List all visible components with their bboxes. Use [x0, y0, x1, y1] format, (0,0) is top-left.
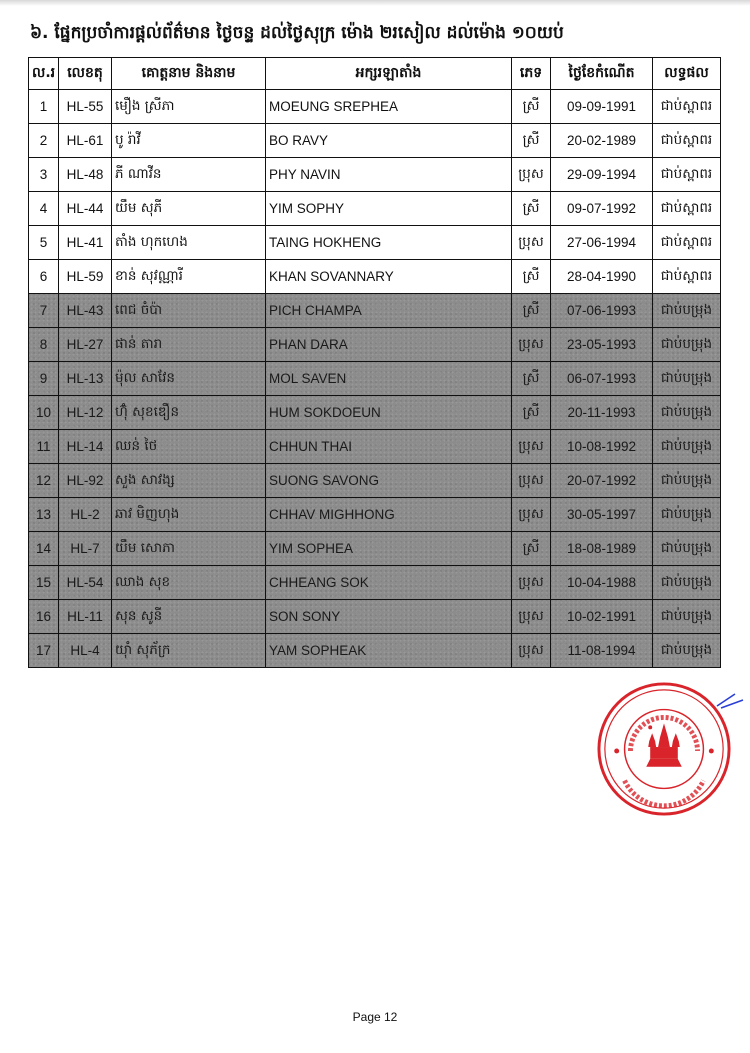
- khmer-name-cell: ភី ណាវីន: [112, 158, 266, 192]
- date-of-birth-cell: 09-09-1991: [551, 90, 653, 124]
- date-of-birth-cell: 20-07-1992: [551, 464, 653, 498]
- header-latin-name: អក្សរឡាតាំង: [266, 58, 512, 90]
- khmer-name-cell: យឹម សុភី: [112, 192, 266, 226]
- sex-cell: ស្រី: [512, 532, 551, 566]
- row-number-cell: 3: [29, 158, 59, 192]
- sex-cell: ប្រុស: [512, 158, 551, 192]
- table-row: [29, 362, 721, 396]
- latin-name-cell: KHAN SOVANNARY: [266, 260, 512, 294]
- khmer-name-cell: ឈន់ ថៃ: [112, 430, 266, 464]
- result-cell: ជាប់ស្ពាពរ: [653, 260, 721, 294]
- table-row: [29, 328, 721, 362]
- table-row: [29, 158, 721, 192]
- table-row: [29, 464, 721, 498]
- signature-tick-icon: [715, 690, 745, 720]
- latin-name-cell: CHHEANG SOK: [266, 566, 512, 600]
- khmer-name-cell: យឹម សោភា: [112, 532, 266, 566]
- desk-number-cell: HL-41: [59, 226, 112, 260]
- sex-cell: ប្រុស: [512, 566, 551, 600]
- scan-edge-shadow: [0, 0, 750, 6]
- desk-number-cell: HL-7: [59, 532, 112, 566]
- desk-number-cell: HL-11: [59, 600, 112, 634]
- khmer-name-cell: ផាន់ តារា: [112, 328, 266, 362]
- sex-cell: ស្រី: [512, 260, 551, 294]
- desk-number-cell: HL-4: [59, 634, 112, 668]
- desk-number-cell: HL-54: [59, 566, 112, 600]
- latin-name-cell: SUONG SAVONG: [266, 464, 512, 498]
- row-number-cell: 13: [29, 498, 59, 532]
- row-number-cell: 4: [29, 192, 59, 226]
- header-sex: ភេទ: [512, 58, 551, 90]
- date-of-birth-cell: 10-08-1992: [551, 430, 653, 464]
- date-of-birth-cell: 07-06-1993: [551, 294, 653, 328]
- date-of-birth-cell: 20-02-1989: [551, 124, 653, 158]
- sex-cell: ស្រី: [512, 192, 551, 226]
- table-row: [29, 226, 721, 260]
- desk-number-cell: HL-61: [59, 124, 112, 158]
- desk-number-cell: HL-27: [59, 328, 112, 362]
- khmer-name-cell: មឿង ស្រីភា: [112, 90, 266, 124]
- khmer-name-cell: ពេជ ចំប៉ា: [112, 294, 266, 328]
- table-row: [29, 260, 721, 294]
- header-date-of-birth: ថ្ងៃខែកំណើត: [551, 58, 653, 90]
- header-khmer-name: គោត្តនាម និងនាម: [112, 58, 266, 90]
- table-row: [29, 430, 721, 464]
- khmer-name-cell: តាំង ហុកហេង: [112, 226, 266, 260]
- table-row: [29, 192, 721, 226]
- sex-cell: ស្រី: [512, 294, 551, 328]
- date-of-birth-cell: 30-05-1997: [551, 498, 653, 532]
- latin-name-cell: TAING HOKHENG: [266, 226, 512, 260]
- latin-name-cell: BO RAVY: [266, 124, 512, 158]
- result-cell: ជាប់ស្ពាពរ: [653, 226, 721, 260]
- result-cell: ជាប់ស្ពាពរ: [653, 158, 721, 192]
- result-cell: ជាប់បម្រុង: [653, 362, 721, 396]
- row-number-cell: 10: [29, 396, 59, 430]
- latin-name-cell: YIM SOPHY: [266, 192, 512, 226]
- row-number-cell: 6: [29, 260, 59, 294]
- result-cell: ជាប់បម្រុង: [653, 464, 721, 498]
- latin-name-cell: CHHUN THAI: [266, 430, 512, 464]
- table-row: [29, 600, 721, 634]
- khmer-name-cell: ឈាង សុខ: [112, 566, 266, 600]
- latin-name-cell: MOL SAVEN: [266, 362, 512, 396]
- results-table: [28, 57, 721, 668]
- table-header-row: [29, 58, 721, 90]
- desk-number-cell: HL-14: [59, 430, 112, 464]
- row-number-cell: 17: [29, 634, 59, 668]
- desk-number-cell: HL-55: [59, 90, 112, 124]
- khmer-name-cell: ម៉ុល សាវែន: [112, 362, 266, 396]
- sex-cell: ប្រុស: [512, 328, 551, 362]
- row-number-cell: 1: [29, 90, 59, 124]
- sex-cell: ស្រី: [512, 90, 551, 124]
- desk-number-cell: HL-59: [59, 260, 112, 294]
- result-cell: ជាប់ស្ពាពរ: [653, 124, 721, 158]
- result-cell: ជាប់បម្រុង: [653, 498, 721, 532]
- header-desk: លេខតុ: [59, 58, 112, 90]
- table-row: [29, 90, 721, 124]
- date-of-birth-cell: 10-02-1991: [551, 600, 653, 634]
- desk-number-cell: HL-44: [59, 192, 112, 226]
- section-title: ៦. ផ្នែកប្រចាំការផ្តល់ព័ត៌មាន ថ្ងៃចន្ទ ដល់ថ្ងៃសុក្រ ម៉ោង ២រសៀល ដល់ម៉ោង ១០យប់: [30, 23, 564, 43]
- sex-cell: ប្រុស: [512, 226, 551, 260]
- row-number-cell: 12: [29, 464, 59, 498]
- table-row: [29, 498, 721, 532]
- result-cell: ជាប់បម្រុង: [653, 600, 721, 634]
- sex-cell: ស្រី: [512, 362, 551, 396]
- khmer-name-cell: សុន សូនី: [112, 600, 266, 634]
- khmer-name-cell: ហ៊ុំ សុខឌឿន: [112, 396, 266, 430]
- khmer-name-cell: សួង សាវង្ស: [112, 464, 266, 498]
- date-of-birth-cell: 27-06-1994: [551, 226, 653, 260]
- row-number-cell: 8: [29, 328, 59, 362]
- latin-name-cell: PICH CHAMPA: [266, 294, 512, 328]
- sex-cell: ប្រុស: [512, 600, 551, 634]
- date-of-birth-cell: 23-05-1993: [551, 328, 653, 362]
- result-cell: ជាប់ស្ពាពរ: [653, 192, 721, 226]
- table-row: [29, 566, 721, 600]
- result-cell: ជាប់បម្រុង: [653, 294, 721, 328]
- sex-cell: ស្រី: [512, 396, 551, 430]
- latin-name-cell: PHAN DARA: [266, 328, 512, 362]
- table-row: [29, 294, 721, 328]
- latin-name-cell: MOEUNG SREPHEA: [266, 90, 512, 124]
- khmer-name-cell: យ៉ាំ សុភ័ក្រ: [112, 634, 266, 668]
- table-row: [29, 634, 721, 668]
- date-of-birth-cell: 29-09-1994: [551, 158, 653, 192]
- row-number-cell: 2: [29, 124, 59, 158]
- row-number-cell: 7: [29, 294, 59, 328]
- sex-cell: ប្រុស: [512, 498, 551, 532]
- date-of-birth-cell: 18-08-1989: [551, 532, 653, 566]
- header-result: លទ្ធផល: [653, 58, 721, 90]
- table-row: [29, 532, 721, 566]
- date-of-birth-cell: 28-04-1990: [551, 260, 653, 294]
- page-number: Page 12: [352, 1010, 398, 1024]
- result-cell: ជាប់បម្រុង: [653, 430, 721, 464]
- angkor-wat-seal-icon: [599, 684, 729, 814]
- desk-number-cell: HL-13: [59, 362, 112, 396]
- khmer-name-cell: ឆាវ មិញហុង: [112, 498, 266, 532]
- date-of-birth-cell: 10-04-1988: [551, 566, 653, 600]
- row-number-cell: 11: [29, 430, 59, 464]
- desk-number-cell: HL-43: [59, 294, 112, 328]
- date-of-birth-cell: 06-07-1993: [551, 362, 653, 396]
- table-row: [29, 124, 721, 158]
- table-row: [29, 396, 721, 430]
- latin-name-cell: YAM SOPHEAK: [266, 634, 512, 668]
- result-cell: ជាប់បម្រុង: [653, 532, 721, 566]
- date-of-birth-cell: 11-08-1994: [551, 634, 653, 668]
- latin-name-cell: HUM SOKDOEUN: [266, 396, 512, 430]
- latin-name-cell: PHY NAVIN: [266, 158, 512, 192]
- row-number-cell: 16: [29, 600, 59, 634]
- desk-number-cell: HL-2: [59, 498, 112, 532]
- official-seal-stamp: [595, 680, 733, 818]
- row-number-cell: 14: [29, 532, 59, 566]
- date-of-birth-cell: 09-07-1992: [551, 192, 653, 226]
- latin-name-cell: SON SONY: [266, 600, 512, 634]
- latin-name-cell: CHHAV MIGHHONG: [266, 498, 512, 532]
- sex-cell: ស្រី: [512, 124, 551, 158]
- date-of-birth-cell: 20-11-1993: [551, 396, 653, 430]
- result-cell: ជាប់បម្រុង: [653, 396, 721, 430]
- result-cell: ជាប់ស្ពាពរ: [653, 90, 721, 124]
- row-number-cell: 15: [29, 566, 59, 600]
- sex-cell: ប្រុស: [512, 430, 551, 464]
- desk-number-cell: HL-48: [59, 158, 112, 192]
- row-number-cell: 5: [29, 226, 59, 260]
- row-number-cell: 9: [29, 362, 59, 396]
- khmer-name-cell: បូ រ៉ាវី: [112, 124, 266, 158]
- result-cell: ជាប់បម្រុង: [653, 328, 721, 362]
- result-cell: ជាប់បម្រុង: [653, 566, 721, 600]
- desk-number-cell: HL-12: [59, 396, 112, 430]
- header-number: ល.រ: [29, 58, 59, 90]
- sex-cell: ប្រុស: [512, 634, 551, 668]
- result-cell: ជាប់បម្រុង: [653, 634, 721, 668]
- sex-cell: ប្រុស: [512, 464, 551, 498]
- khmer-name-cell: ខាន់ សុវណ្ណារី: [112, 260, 266, 294]
- latin-name-cell: YIM SOPHEA: [266, 532, 512, 566]
- desk-number-cell: HL-92: [59, 464, 112, 498]
